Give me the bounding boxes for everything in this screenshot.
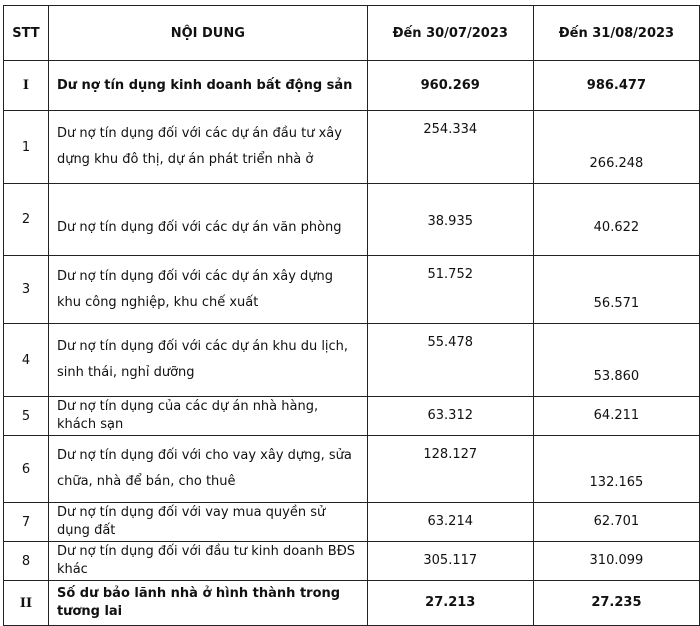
row-content: Dư nợ tín dụng đối với đầu tư kinh doanh BĐS khác xyxy=(48,542,367,581)
row-value-1: 55.478 xyxy=(367,324,533,397)
row-stt: 4 xyxy=(4,324,49,397)
row-content: Dư nợ tín dụng đối với các dự án khu du lịch, sinh thái, nghỉ dưỡng xyxy=(48,324,367,397)
row-content: Dư nợ tín dụng đối với vay mua quyền sử dụng đất xyxy=(48,503,367,542)
row-value-2: 132.165 xyxy=(533,436,699,503)
row-stt: 3 xyxy=(4,256,49,324)
table-row xyxy=(4,111,700,184)
table-row xyxy=(4,397,700,436)
table-row xyxy=(4,61,700,111)
row-value-2: 62.701 xyxy=(533,503,699,542)
row-value-1: 254.334 xyxy=(367,111,533,184)
row-value-2: 310.099 xyxy=(533,542,699,581)
header-col1: Đến 30/07/2023 xyxy=(367,6,533,61)
header-row xyxy=(4,6,700,61)
table-row xyxy=(4,436,700,503)
table-row xyxy=(4,256,700,324)
row-content: Dư nợ tín dụng đối với cho vay xây dựng, sửa chữa, nhà để bán, cho thuê xyxy=(48,436,367,503)
row-value-2: 27.235 xyxy=(533,581,699,626)
row-value-1: 63.214 xyxy=(367,503,533,542)
table-row xyxy=(4,324,700,397)
header-col2: Đến 31/08/2023 xyxy=(533,6,699,61)
row-content: Dư nợ tín dụng kinh doanh bất động sản xyxy=(48,61,367,111)
row-value-1: 128.127 xyxy=(367,436,533,503)
row-value-2: 64.211 xyxy=(533,397,699,436)
table-row xyxy=(4,503,700,542)
row-value-1: 38.935 xyxy=(367,184,533,256)
row-stt: 6 xyxy=(4,436,49,503)
header-content: NỘI DUNG xyxy=(48,6,367,61)
row-value-1: 960.269 xyxy=(367,61,533,111)
row-stt: 5 xyxy=(4,397,49,436)
table-row xyxy=(4,184,700,256)
row-value-2: 56.571 xyxy=(533,256,699,324)
row-value-1: 27.213 xyxy=(367,581,533,626)
row-content: Dư nợ tín dụng đối với các dự án đầu tư xây dựng khu đô thị, dự án phát triển nhà ở xyxy=(48,111,367,184)
row-stt: 8 xyxy=(4,542,49,581)
row-content: Số dư bảo lãnh nhà ở hình thành trong tương lai xyxy=(48,581,367,626)
table-row xyxy=(4,581,700,626)
row-stt: 1 xyxy=(4,111,49,184)
row-content: Dư nợ tín dụng của các dự án nhà hàng, khách sạn xyxy=(48,397,367,436)
row-stt: 2 xyxy=(4,184,49,256)
row-stt: I xyxy=(4,61,49,111)
header-stt: STT xyxy=(4,6,49,61)
row-value-2: 40.622 xyxy=(533,184,699,256)
row-content: Dư nợ tín dụng đối với các dự án xây dựng khu công nghiệp, khu chế xuất xyxy=(48,256,367,324)
row-stt: II xyxy=(4,581,49,626)
row-value-2: 266.248 xyxy=(533,111,699,184)
row-stt: 7 xyxy=(4,503,49,542)
row-value-1: 63.312 xyxy=(367,397,533,436)
row-content: Dư nợ tín dụng đối với các dự án văn phòng xyxy=(48,184,367,256)
row-value-1: 305.117 xyxy=(367,542,533,581)
table-row xyxy=(4,542,700,581)
credit-table xyxy=(3,5,700,626)
row-value-2: 986.477 xyxy=(533,61,699,111)
row-value-1: 51.752 xyxy=(367,256,533,324)
row-value-2: 53.860 xyxy=(533,324,699,397)
